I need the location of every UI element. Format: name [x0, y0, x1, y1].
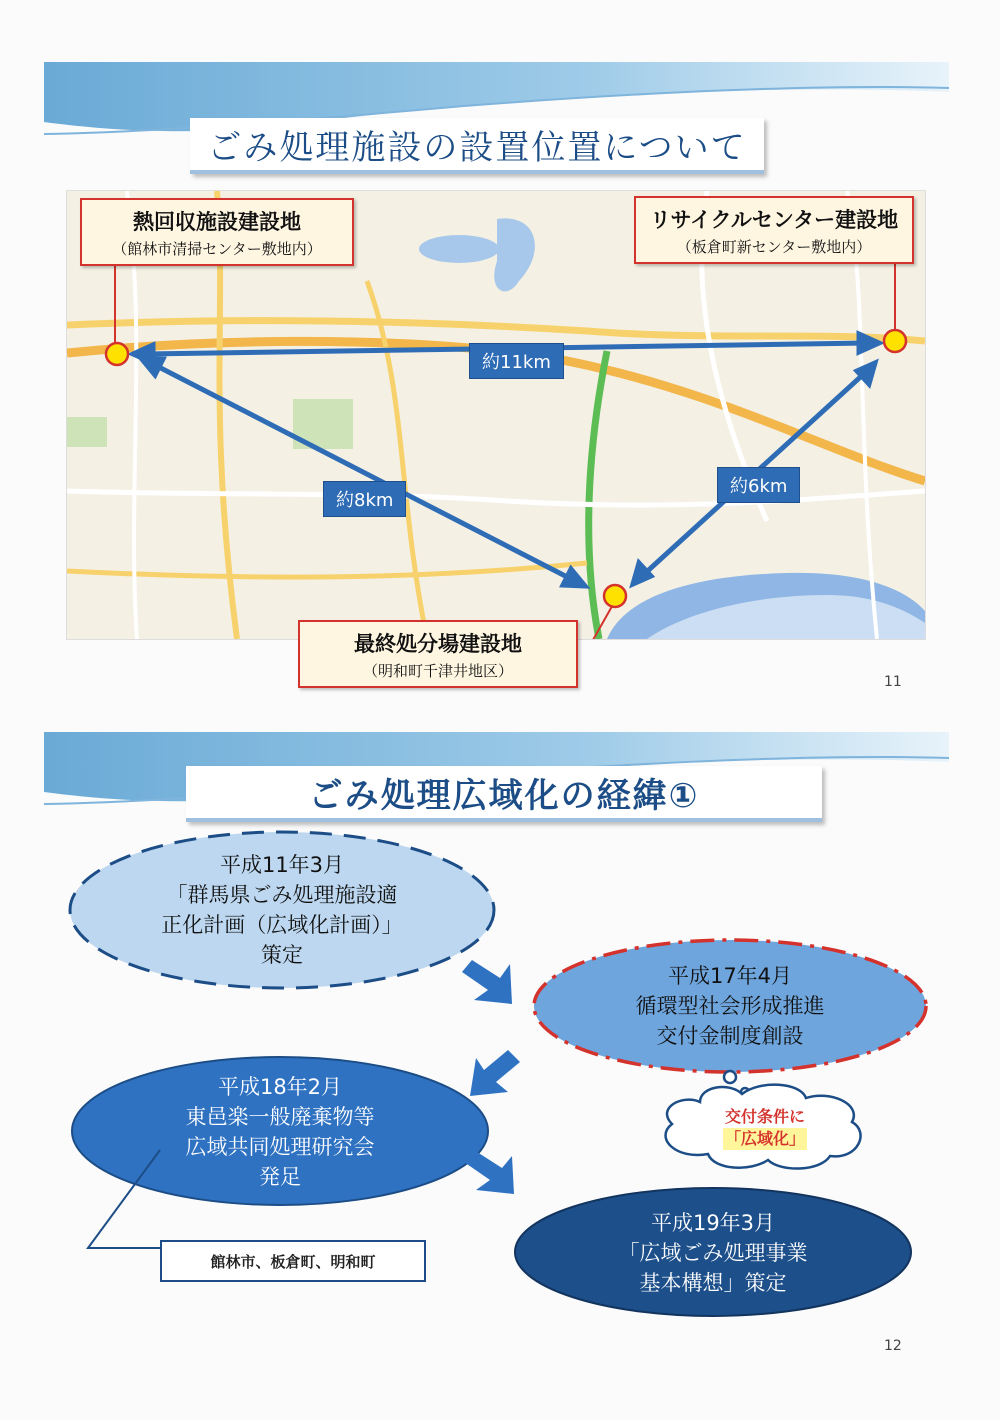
step4-text	[520, 1208, 906, 1298]
slide1-title: ごみ処理施設の設置位置について	[207, 127, 747, 168]
step3-line1: 平成18年2月	[217, 1075, 343, 1099]
landfill-name: 最終処分場建設地	[354, 632, 522, 656]
step4-line2: 「広域ごみ処理事業	[618, 1241, 808, 1265]
callout-line1: 交付条件に	[724, 1107, 805, 1126]
step1-line2: 「群馬県ごみ処理施設適	[166, 883, 398, 907]
page-number-11: 11	[884, 674, 902, 690]
heat-recovery-name: 熱回収施設建設地	[133, 210, 301, 234]
step3-line3: 広域共同処理研究会	[185, 1135, 375, 1159]
step2-line3: 交付金制度創設	[656, 1024, 804, 1048]
recycle-center-location: （板倉町新センター敷地内）	[676, 238, 872, 256]
step3-line2: 東邑楽一般廃棄物等	[185, 1105, 375, 1129]
callout-text	[690, 1106, 840, 1150]
recycle-center-name: リサイクルセンター建設地	[649, 208, 899, 232]
step2-text	[540, 961, 920, 1051]
landfill-location: （明和町千津井地区）	[362, 662, 513, 680]
slide2-title-bar	[186, 766, 822, 822]
step1-line1: 平成11年3月	[219, 853, 345, 877]
slide2-title: ごみ処理広域化の経緯①	[308, 775, 700, 816]
step1-line3: 正化計画（広域化計画）」	[161, 913, 403, 937]
callout-line2: 「広域化」	[724, 1129, 805, 1148]
distance-label-11km: 約11km	[469, 343, 564, 379]
page-number-12: 12	[884, 1338, 902, 1354]
step4-line1: 平成19年3月	[650, 1211, 776, 1235]
step1-line4: 策定	[261, 943, 303, 967]
step2-line2: 循環型社会形成推進	[635, 994, 825, 1018]
step3-line4: 発足	[259, 1165, 301, 1189]
distance-label-6km: 約6km	[717, 467, 800, 503]
step4-line3: 基本構想」策定	[639, 1271, 787, 1295]
step1-text	[80, 850, 484, 970]
heat-recovery-location: （館林市清掃センター敷地内）	[112, 240, 322, 258]
step2-line1: 平成17年4月	[667, 964, 793, 988]
distance-label-8km: 約8km	[323, 481, 406, 517]
municipalities-box: 館林市、板倉町、明和町	[160, 1240, 426, 1282]
step3-text	[80, 1072, 480, 1192]
